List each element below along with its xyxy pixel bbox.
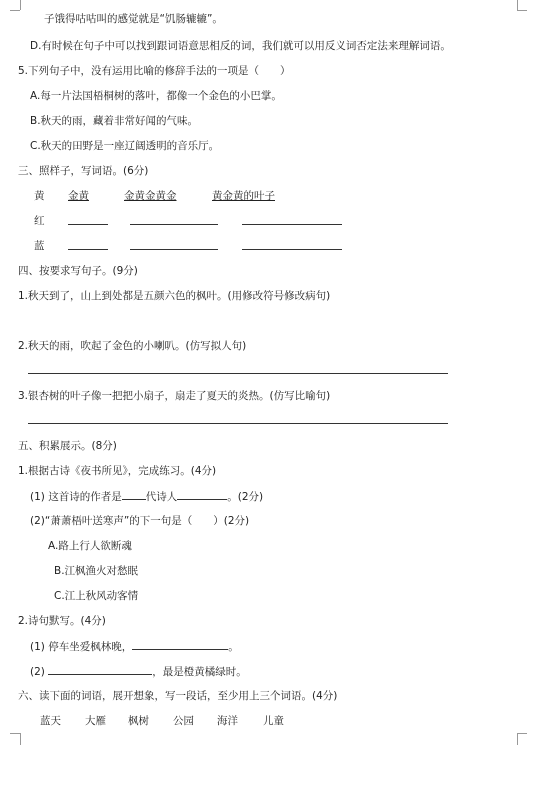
crop-mark-top-right-v [517,0,518,10]
answer-blank[interactable] [177,489,227,500]
sub-question [30,489,263,504]
section-heading: 五、积累展示。(8分) [18,440,117,452]
question: 3.银杏树的叶子像一把把小扇子，扇走了夏天的炎热。(仿写比喻句) [18,390,331,402]
sub-question: (2)“萧萧梧叶送寒声”的下一句是（ ）(2分) [30,515,250,527]
option-a: A.路上行人欲断魂 [48,540,132,552]
crop-mark-bottom-right-h [517,733,527,734]
word-item: 枫树 [128,715,149,727]
word-item: 公园 [173,715,194,727]
question: 2.秋天的雨，吹起了金色的小喇叭。(仿写拟人句) [18,340,247,352]
crop-mark-top-left-h [10,10,20,11]
question: 2.诗句默写。(4分) [18,615,106,627]
answer-line[interactable] [28,413,448,424]
sub-question-text: 。(2分) [227,491,264,503]
sub-question [30,639,239,654]
option-b: B.江枫渔火对愁眠 [54,565,139,577]
crop-mark-bottom-left-v [20,733,21,745]
crop-mark-bottom-right-v [517,733,518,745]
answer-blank[interactable] [132,639,228,650]
answer-blank[interactable] [48,664,152,675]
crop-mark-top-left-v [20,0,21,10]
word-item: 海洋 [217,715,238,727]
example-word: 金黄 [68,190,89,202]
answer-line[interactable] [28,363,448,374]
answer-blank[interactable] [130,214,218,225]
example-word: 金黄金黄金 [124,190,177,202]
sub-question-text: 代诗人 [145,491,178,503]
sub-question-text: (2) [30,666,45,678]
question-5: 5.下列句子中，没有运用比喻的修辞手法的一项是（ ） [18,65,291,77]
sub-question [30,664,247,679]
sub-question-text: ，最是橙黄橘绿时。 [152,666,247,678]
section-heading: 六、读下面的词语，展开想象，写一段话，至少用上三个词语。(4分) [18,690,338,702]
example-char: 黄 [34,190,45,202]
option-a: A.每一片法国梧桐树的落叶，都像一个金色的小巴掌。 [30,90,282,102]
sub-question-text: (1) 这首诗的作者是 [30,491,122,503]
option-c: C.江上秋风动客情 [54,590,139,602]
crop-mark-bottom-left-h [10,733,20,734]
answer-blank[interactable] [242,239,342,250]
option-b: B.秋天的雨，藏着非常好闻的气味。 [30,115,199,127]
answer-blank[interactable] [242,214,342,225]
word-item: 儿童 [263,715,284,727]
crop-mark-top-right-h [517,10,527,11]
question: 1.秋天到了，山上到处都是五颜六色的枫叶。(用修改符号修改病句) [18,290,331,302]
answer-blank[interactable] [68,214,108,225]
word-item: 大雁 [85,715,106,727]
row-label: 红 [34,215,45,227]
section-heading: 三、照样子，写词语。(6分) [18,165,149,177]
text-line: D.有时候在句子中可以找到跟词语意思相反的词，我们就可以用反义词否定法来理解词语。 [30,40,451,52]
answer-blank[interactable] [130,239,218,250]
row-label: 蓝 [34,240,45,252]
section-heading: 四、按要求写句子。(9分) [18,265,138,277]
text-line: 子饿得咕咕叫的感觉就是“饥肠辘辘”。 [44,13,223,25]
answer-blank[interactable] [122,489,146,500]
sub-question-text: 。 [228,641,239,653]
example-word: 黄金黄的叶子 [212,190,275,202]
question: 1.根据古诗《夜书所见》，完成练习。(4分) [18,465,217,477]
word-item: 蓝天 [40,715,61,727]
option-c: C.秋天的田野是一座辽阔透明的音乐厅。 [30,140,220,152]
sub-question-text: (1) 停车坐爱枫林晚， [30,641,133,653]
answer-blank[interactable] [68,239,108,250]
